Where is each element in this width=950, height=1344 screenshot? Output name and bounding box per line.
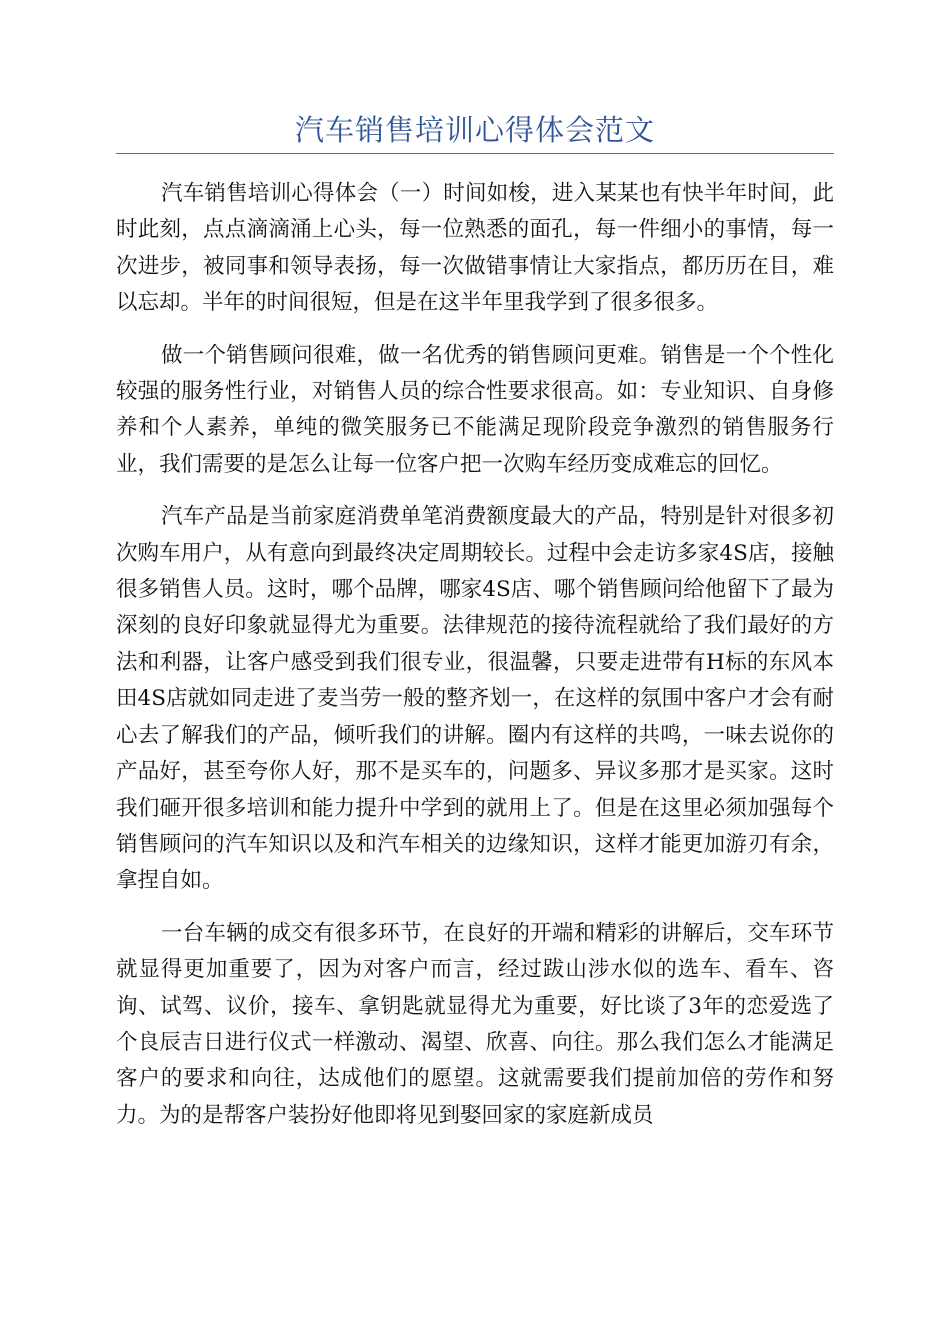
paragraph: 一台车辆的成交有很多环节，在良好的开端和精彩的讲解后，交车环节就显得更加重要了，因为对客户而言，经过跋山涉水似的选车、看车、咨询、试驾、议价，接车、拿钥匙就显得尤为重要，好比谈了3年的恋爱选了个良辰吉日进行仪式一样激动、渴望、欣喜、向往。那么我们怎么才能满足客户的要求和向往，达成他们的愿望。这就需要我们提前加倍的劳作和努力。为的是帮客户装扮好他即将见到娶回家的家庭新成员 <box>116 920 834 1128</box>
document-body <box>116 176 834 1150</box>
paragraph: 汽车产品是当前家庭消费单笔消费额度最大的产品，特别是针对很多初次购车用户，从有意向到最终决定周期较长。过程中会走访多家4S店，接触很多销售人员。这时，哪个品牌，哪家4S店、哪个销售顾问给他留下了最为深刻的良好印象就显得尤为重要。法律规范的接待流程就给了我们最好的方法和利器，让客户感受到我们很专业，很温馨，只要走进带有H标的东风本田4S店就如同走进了麦当劳一般的整齐划一，在这样的氛围中客户才会有耐心去了解我们的产品，倾听我们的讲解。圈内有这样的共鸣，一味去说你的产品好，甚至夸你人好，那不是买车的，问题多、异议多那才是买家。这时我们砸开很多培训和能力提升中学到的就用上了。但是在这里必须加强每个销售顾问的汽车知识以及和汽车相关的边缘知识，这样才能更加游刃有余，拿捏自如。 <box>116 504 834 894</box>
document-title: 汽车销售培训心得体会范文 <box>294 113 655 147</box>
paragraph: 汽车销售培训心得体会（一）时间如梭，进入某某也有快半年时间，此时此刻，点点滴滴涌上心头，每一位熟悉的面孔，每一件细小的事情，每一次进步，被同事和领导表扬，每一次做错事情让大家指点，都历历在目，难以忘却。半年的时间很短，但是在这半年里我学到了很多很多。 <box>116 181 834 316</box>
paragraph: 做一个销售顾问很难，做一名优秀的销售顾问更难。销售是一个个性化较强的服务性行业，对销售人员的综合性要求很高。如：专业知识、自身修养和个人素养，单纯的微笑服务已不能满足现阶段竞争激烈的销售服务行业，我们需要的是怎么让每一位客户把一次购车经历变成难忘的回忆。 <box>116 342 834 477</box>
title-underline <box>116 153 834 154</box>
